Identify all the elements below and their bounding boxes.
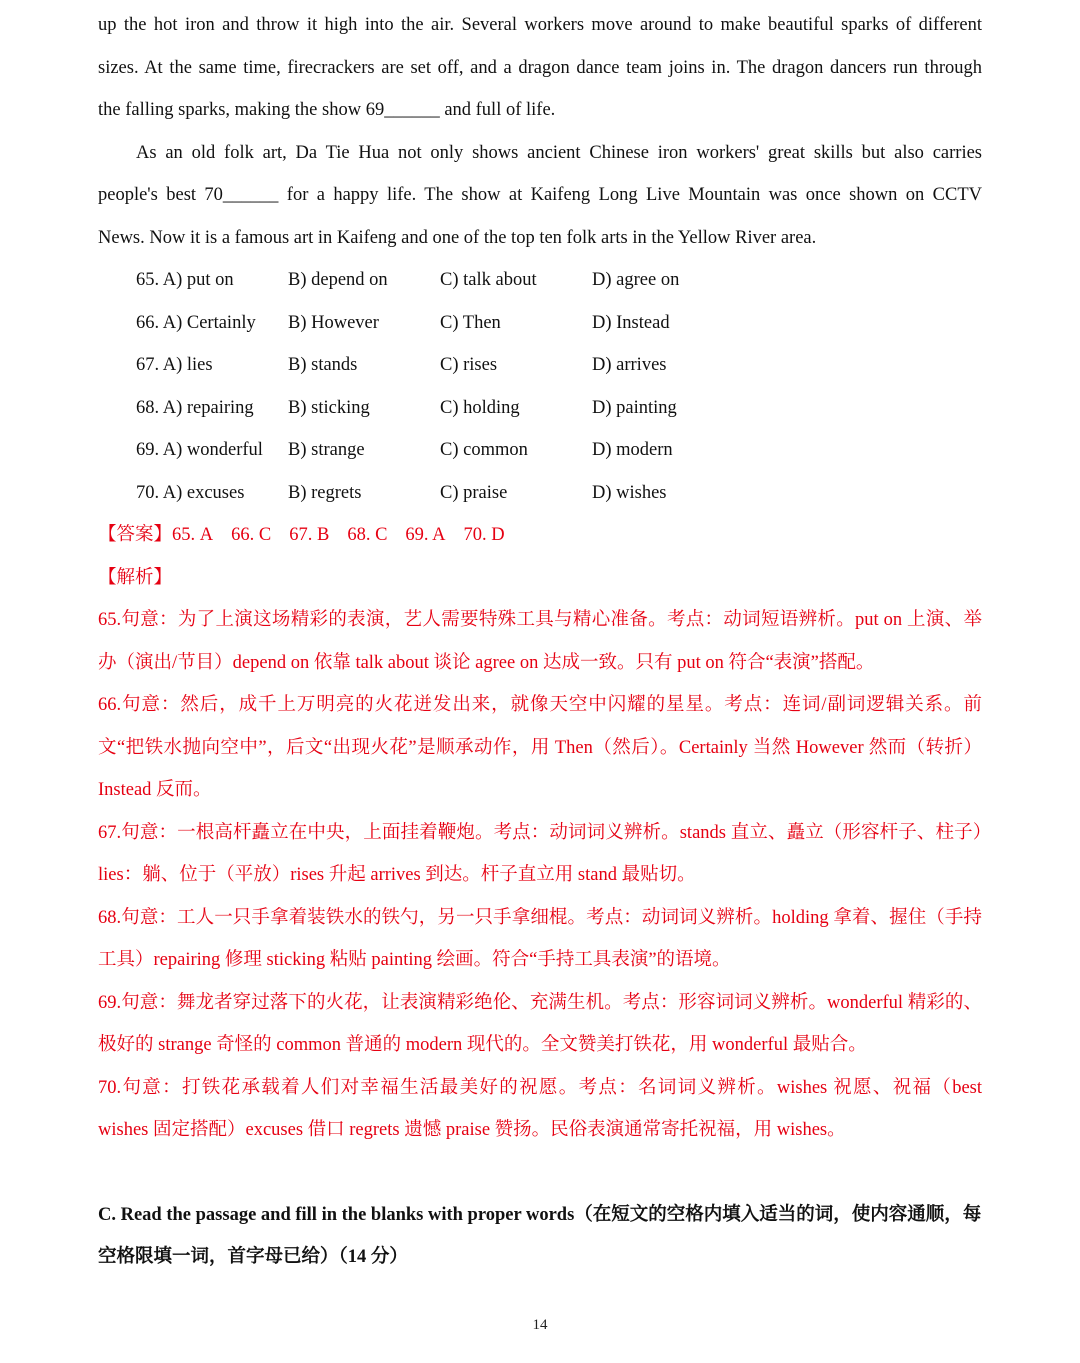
option-a: 65. A) put on [136,270,234,290]
option-row-65 [98,259,982,302]
option-a: 67. A) lies [136,355,213,375]
options-list [98,259,982,514]
answer-item: 67. B [289,525,330,545]
analysis-item-69: 69.句意：舞龙者穿过落下的火花，让表演精彩绝伦、充满生机。考点：形容词词义辨析。wonderful 精彩的、极好的 strange 奇怪的 common 普通的 modern 现代的。全文赞美打铁花，用 wonderful 最贴合。 [98,992,982,1055]
option-a: 69. A) wonderful [136,440,263,460]
option-row-67 [98,344,982,387]
answer-item: 70. D [463,525,505,545]
analysis-item-68: 68.句意：工人一只手拿着装铁水的铁勺，另一只手拿细棍。考点：动词词义辨析。holding 拿着、握住（手持工具）repairing 修理 sticking 粘贴 painting 绘画。符合“手持工具表演”的语境。 [98,907,982,970]
option-b: B) sticking [288,397,370,418]
page-number: 14 [532,1317,548,1333]
analysis-item-66: 66.句意：然后，成千上万明亮的火花迸发出来，就像天空中闪耀的星星。考点：连词/副词逻辑关系。前文“把铁水抛向空中”，后文“出现火花”是顺承动作，用 Then（然后）。Certainly 当然 However 然而（转折）Instead 反而。 [98,695,982,800]
option-c: C) common [440,440,528,460]
section-c-instructions: （在短文的空格内填入适当的词，使内容通顺，每空格限填一词，首字母已给）（14 分） [98,1204,982,1267]
answer-key [98,514,982,557]
option-d: D) wishes [592,482,667,503]
option-d: D) agree on [592,270,680,290]
option-row-66 [98,302,982,345]
section-c-heading [98,1194,982,1279]
option-c: C) talk about [440,270,537,290]
option-row-69 [98,429,982,472]
answer-label: 【答案】 [98,525,173,545]
option-d: D) arrives [592,355,667,375]
answer-item: 65. A [172,525,214,545]
passage-line: News. Now it is a famous art in Kaifeng and one of the top ten folk arts in the Yellow River area. [98,227,817,248]
option-a: 68. A) repairing [136,397,254,418]
passage-line: the falling sparks, making the show 69______ and full of life. [98,100,556,120]
analysis-item-70: 70.句意：打铁花承载着人们对幸福生活最美好的祝愿。考点：名词词义辨析。wishes 祝愿、祝福（best wishes 固定搭配）excuses 借口 regrets 遗憾 praise 赞扬。民俗表演通常寄托祝福，用 wishes。 [98,1077,982,1140]
passage-line: sizes. At the same time, firecrackers are set off, and a dragon dance team joins in. The dragon dancers run through [98,57,982,78]
option-a: 70. A) excuses [136,482,245,503]
option-b: B) strange [288,440,365,460]
answer-item: 69. A [405,525,446,545]
option-a: 66. A) Certainly [136,312,256,333]
option-b: B) However [288,312,379,333]
option-b: B) stands [288,355,358,375]
option-row-68 [98,387,982,430]
answer-item: 68. C [347,525,388,545]
option-b: B) regrets [288,482,362,503]
answer-item: 66. C [231,525,272,545]
option-d: D) painting [592,397,677,418]
option-c: C) praise [440,482,508,503]
passage-line: up the hot iron and throw it high into the air. Several workers move around to make beautiful sparks of different [98,15,982,35]
option-c: C) rises [440,355,498,375]
analysis-label: 【解析】 [98,567,173,588]
option-c: C) Then [440,312,501,333]
analysis-item-67: 67.句意：一根高杆矗立在中央，上面挂着鞭炮。考点：动词词义辨析。stands 直立、矗立（形容杆子、柱子）lies：躺、位于（平放）rises 升起 arrives 到达。杆子直立用 stand 最贴切。 [98,822,982,885]
option-c: C) holding [440,397,520,418]
option-d: D) Instead [592,312,670,333]
section-c-title: C. Read the passage and fill in the blanks with proper words [98,1204,575,1225]
option-b: B) depend on [288,270,388,290]
document-page [98,4,982,1279]
passage-line: people's best 70______ for a happy life. The show at Kaifeng Long Live Mountain was once shown on CCTV [98,185,982,205]
passage-line: As an old folk art, Da Tie Hua not only shows ancient Chinese iron workers' great skills but also carries [136,142,982,163]
analysis-item-65: 65.句意：为了上演这场精彩的表演，艺人需要特殊工具与精心准备。考点：动词短语辨析。put on 上演、举办（演出/节目）depend on 依靠 talk about 谈论 agree on 达成一致。只有 put on 符合“表演”搭配。 [98,610,982,673]
option-d: D) modern [592,440,673,460]
option-row-70 [98,472,982,515]
